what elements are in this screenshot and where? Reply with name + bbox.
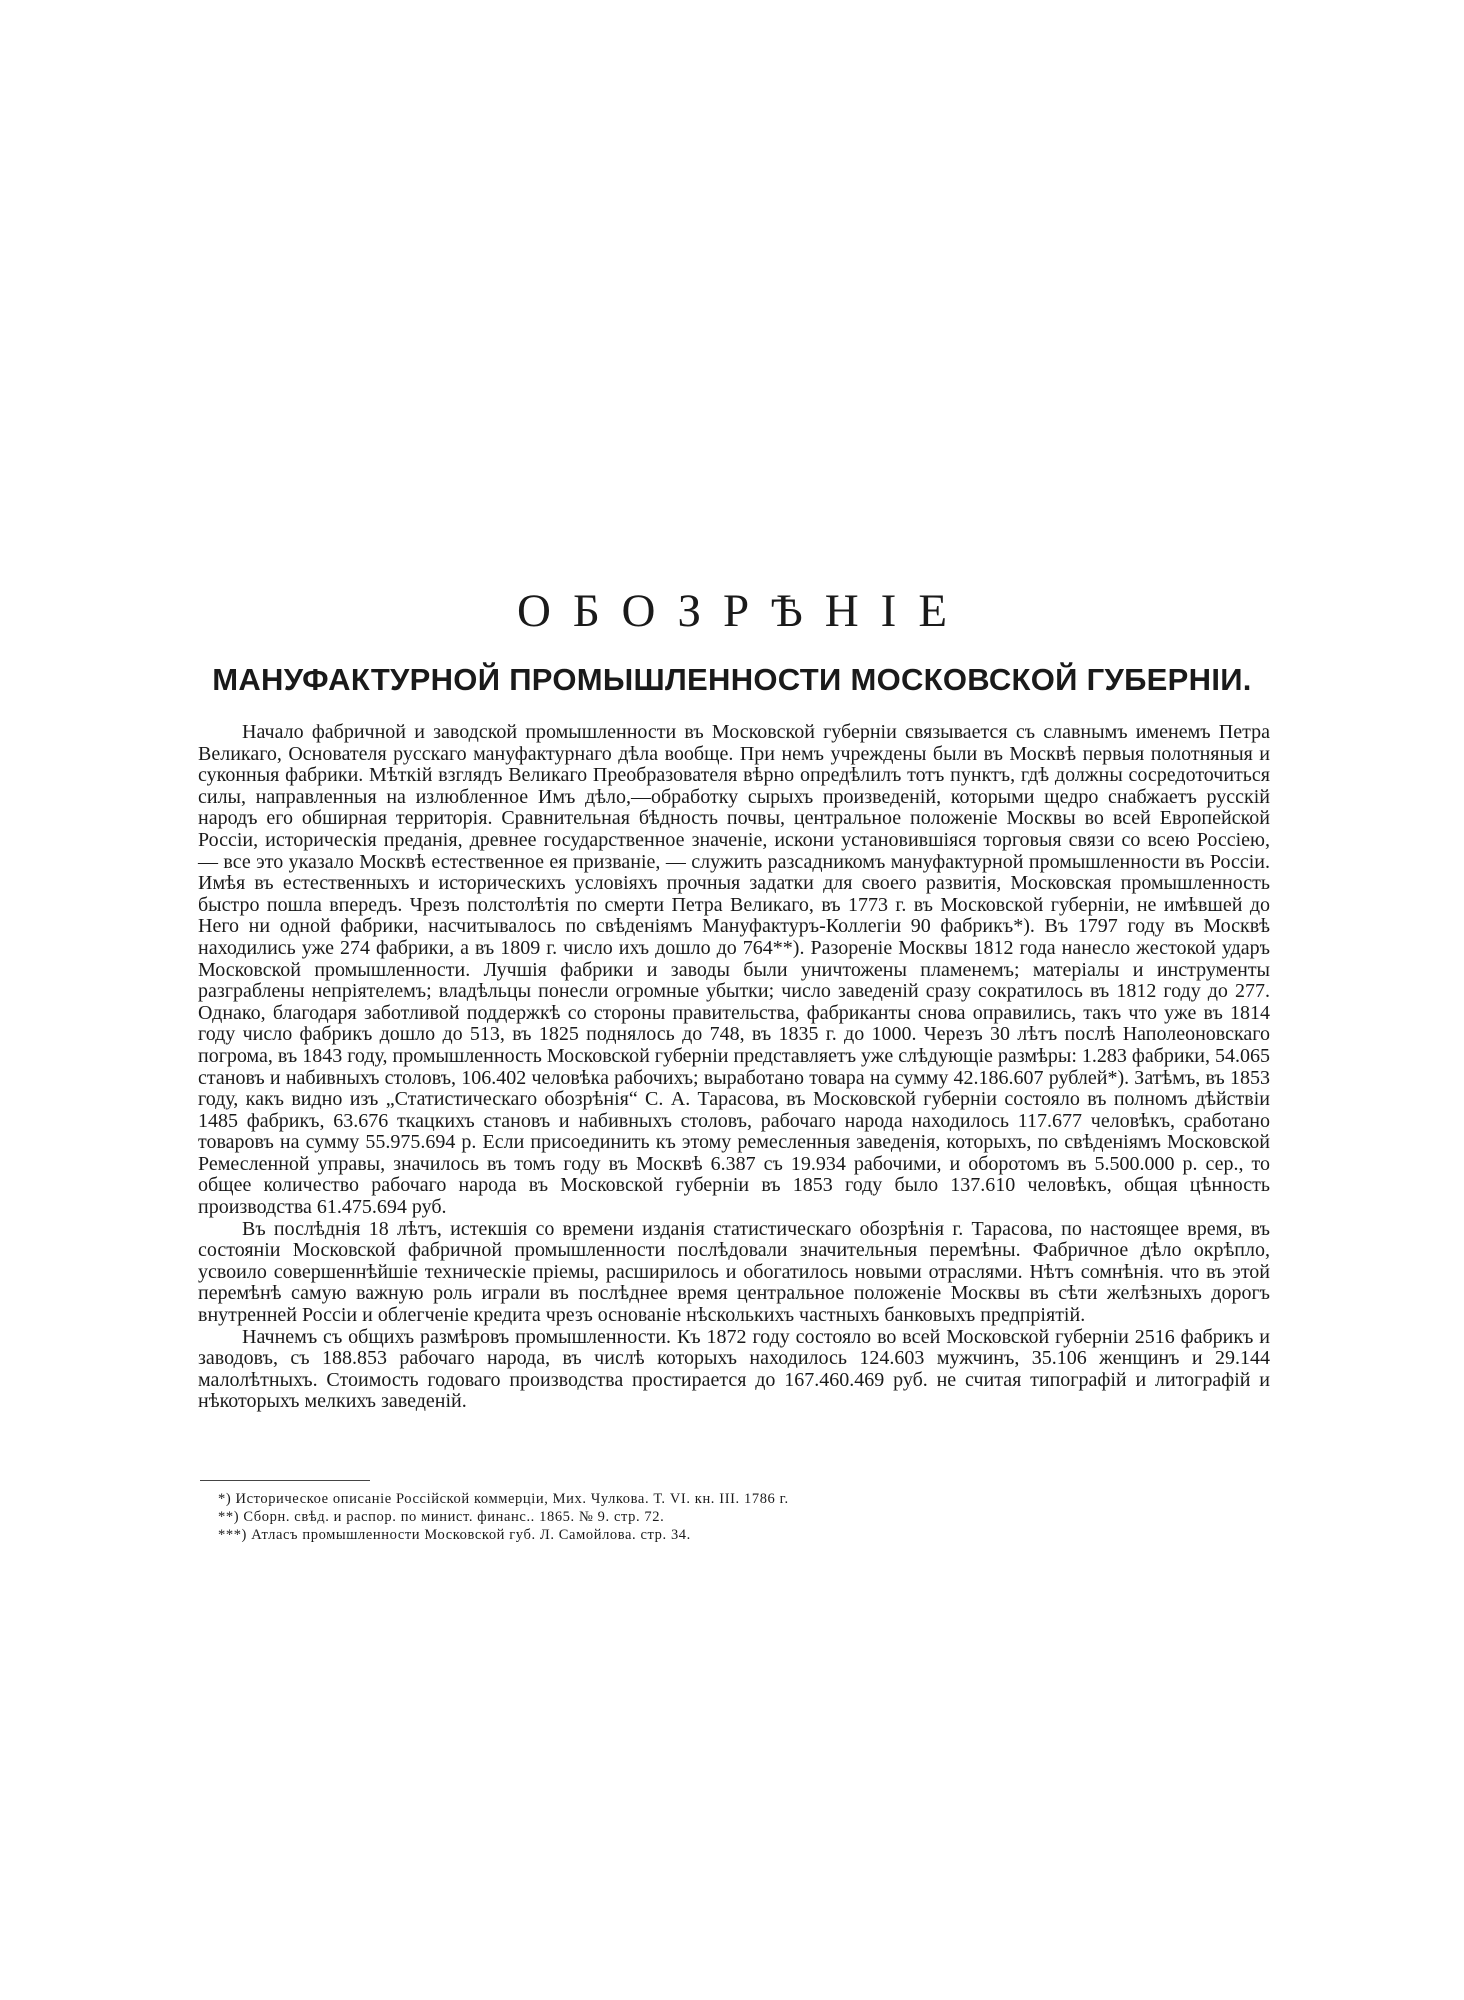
- page-title: ОБОЗРѢНІЕ: [516, 585, 970, 637]
- footnote-1: *) Историческое описаніе Россійской коммерціи, Мих. Чулкова. Т. VI. кн. III. 1786 г.: [218, 1491, 789, 1507]
- paragraph-1: Начало фабричной и заводской промышленности въ Московской губерніи связывается съ славнымъ именемъ Петра Великаго, Основателя русскаго мануфактурнаго дѣла вообще. При немъ учреждены были въ Москвѣ первыя полотняныя и суконныя фабрики. Мѣткій взглядъ Великаго Преобразователя вѣрно опредѣлилъ тотъ пунктъ, гдѣ должны сосредоточиться силы, направленныя на излюбленное Имъ дѣло,—обработку сырыхъ произведеній, которыми щедро снабжаетъ русскій народъ его обширная территорія. Сравнительная бѣдность почвы, центральное положеніе Москвы во всей Европейской Россіи, историческія преданія, древнее государственное значеніе, искони установившіяся торговыя связи со всею Россіею, — все это указало Москвѣ естественное ея призваніе, — служить разсадникомъ мануфактурной промышленности въ Россіи. Имѣя въ естественныхъ и историческихъ условіяхъ прочныя задатки для своего развитія, Московская промышленность быстро пошла впередъ. Чрезъ полстолѣтія по смерти Петра Великаго, въ 1773 г. въ Московской губерніи, не имѣвшей до Него ни одной фабрики, насчитывалось по свѣденіямъ Мануфактуръ-Коллегіи 90 фабрикъ*). Въ 1797 году въ Москвѣ находились уже 274 фабрики, а въ 1809 г. число ихъ дошло до 764**). Разореніе Москвы 1812 года нанесло жестокой ударъ Московской промышленности. Лучшія фабрики и заводы были уничтожены пламенемъ; матеріалы и инструменты разграблены непріятелемъ; владѣльцы понесли огромные убытки; число заведеній сразу сократилось въ 1812 году до 277. Однако, благодаря заботливой поддержкѣ со стороны правительства, фабриканты снова оправились, такъ что уже въ 1814 году число фабрикъ дошло до 513, въ 1825 поднялось до 748, въ 1835 г. до 1000. Черезъ 30 лѣтъ послѣ Наполеоновскаго погрома, въ 1843 году, промышленность Московской губерніи представляетъ уже слѣдующіе размѣры: 1.283 фабрики, 54.065 становъ и набивныхъ столовъ, 106.402 человѣка рабочихъ; выработано товара на сумму 42.186.607 рублей*). Затѣмъ, въ 1853 году, какъ видно изъ „Статистическаго обозрѣнія“ С. А. Тарасова, въ Московской губерніи состояло въ полномъ дѣйствіи 1485 фабрикъ, 63.676 ткацкихъ становъ и набивныхъ столовъ, рабочаго народа находилось 117.677 человѣкъ, сработано товаровъ на сумму 55.975.694 р. Если присоединить къ этому ремесленныя заведенія, которыхъ, по свѣденіямъ Московской Ремесленной управы, значилось въ томъ году въ Москвѣ 6.387 съ 19.934 рабочими, и оборотомъ въ 5.500.000 р. сер., то общее количество рабочаго народа въ Московской губерніи въ 1853 году было 137.610 человѣкъ, общая цѣнность производства 61.475.694 руб.: [198, 721, 1271, 1219]
- body-text: [198, 722, 1270, 1413]
- footnote-3: ***) Атласъ промышленности Московской губ. Л. Самойлова. стр. 34.: [218, 1527, 691, 1543]
- paragraph-3: Начнемъ съ общихъ размѣровъ промышленности. Къ 1872 году состояло во всей Московской губерніи 2516 фабрикъ и заводовъ, съ 188.853 рабочаго народа, въ числѣ которыхъ находилось 124.603 мужчинъ, 35.106 женщинъ и 29.144 малолѣтныхъ. Стоимость годоваго производства простирается до 167.460.469 руб. не считая типографій и литографій и нѣкоторыхъ мелкихъ заведеній.: [198, 1325, 1270, 1413]
- footnotes: [218, 1490, 1118, 1544]
- footnote-2: **) Сборн. свѣд. и распор. по минист. финанс.. 1865. № 9. стр. 72.: [218, 1509, 665, 1525]
- footnote-divider: [200, 1480, 370, 1481]
- paragraph-2: Въ послѣднія 18 лѣтъ, истекшія со времени изданія статистическаго обозрѣнія г. Тарасова, по настоящее время, въ состояніи Московской фабричной промышленности послѣдовали значительныя перемѣны. Фабричное дѣло окрѣпло, усвоило совершеннѣйшіе техническіе пріемы, расширилось и обогатилось новыми отраслями. Нѣтъ сомнѣнія. что въ этой перемѣнѣ самую важную роль играли въ послѣднее время центральное положеніе Москвы въ сѣти желѣзныхъ дорогъ внутренней Россіи и облегченіе кредита чрезъ основаніе нѣсколькихъ частныхъ банковыхъ предпріятій.: [198, 1217, 1270, 1327]
- page-subtitle: МАНУФАКТУРНОЙ ПРОМЫШЛЕННОСТИ МОСКОВСКОЙ ГУБЕРНІИ.: [212, 662, 1252, 697]
